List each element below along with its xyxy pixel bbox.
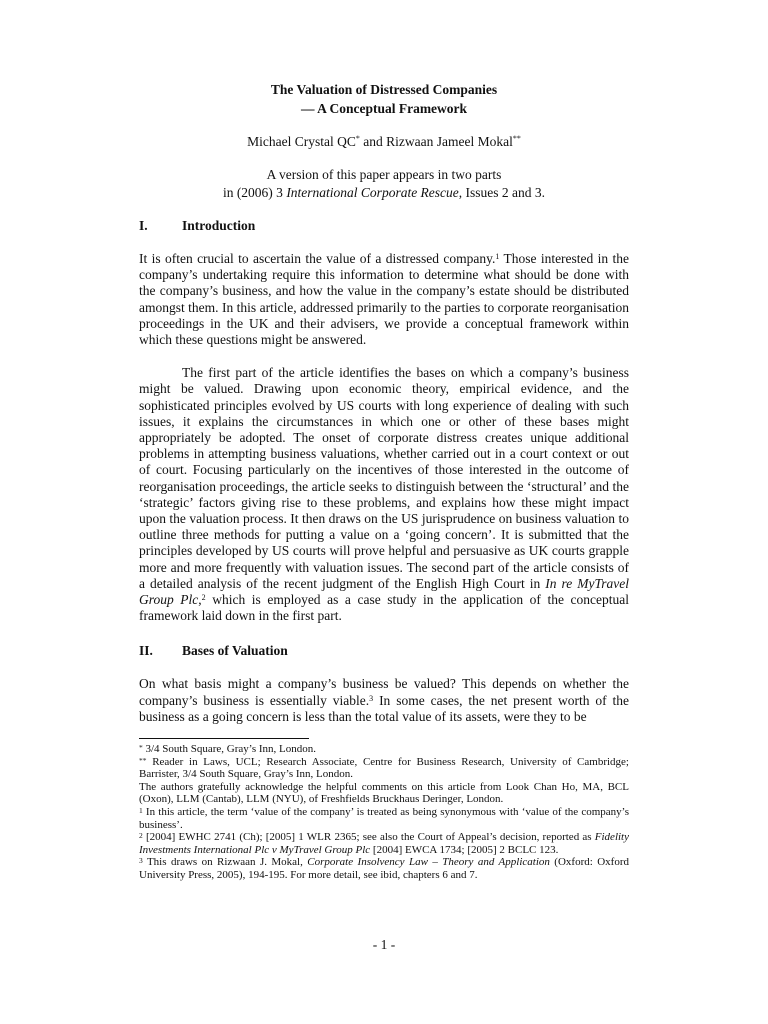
footnote-separator bbox=[139, 738, 309, 739]
footnote-1 bbox=[139, 806, 629, 831]
intro-paragraph-1 bbox=[139, 251, 629, 348]
version-line-1: A version of this paper appears in two parts bbox=[266, 167, 502, 182]
page-number: - 1 - bbox=[372, 937, 396, 952]
footnote-book-title: Corporate Insolvency Law – Theory and Application bbox=[307, 856, 550, 869]
version-line-2 bbox=[139, 184, 629, 202]
section-title: Introduction bbox=[182, 218, 256, 233]
version-note bbox=[139, 166, 629, 202]
footnote-mark: 1 bbox=[139, 806, 143, 816]
footnote-mark: ** bbox=[139, 755, 147, 765]
section-title: Bases of Valuation bbox=[182, 643, 288, 659]
footnote-mark: 2 bbox=[139, 831, 143, 841]
paragraph-text: On what basis might a company’s business be valued? This depends on whether the company’s business is essentially viable. bbox=[139, 676, 629, 708]
title-line-2: — A Conceptual Framework bbox=[300, 101, 468, 116]
section-heading-introduction bbox=[139, 217, 629, 235]
journal-title: International Corporate Rescue bbox=[286, 185, 459, 200]
version-line-2-post: , Issues 2 and 3. bbox=[458, 185, 546, 200]
footnote-mark: * bbox=[139, 743, 143, 753]
section-heading-bases-of-valuation bbox=[139, 642, 629, 660]
footnote-mark: 3 bbox=[139, 856, 143, 866]
author-1: Michael Crystal QC bbox=[247, 134, 356, 149]
footnote-star bbox=[139, 743, 629, 756]
paragraph-text: Those interested in the company’s undertaking require this information to determine what should be done with the company’s business, and how the value in the company’s estate should be distributed amongst them. In this article, addressed primarily to the parties to corporate reorganisation proceedings in the UK and their advisers, we provide a conceptual framework within which these questions might be answered. bbox=[139, 251, 630, 348]
footnote-text: 3/4 South Square, Gray’s Inn, London. bbox=[142, 743, 316, 756]
footnote-text: This draws on Rizwaan J. Mokal, bbox=[142, 856, 308, 869]
paragraph-text: which is employed as a case study in the application of the conceptual framework laid down in the first part. bbox=[139, 592, 629, 624]
paper-title bbox=[139, 80, 629, 118]
footnote-double-star bbox=[139, 756, 629, 781]
footnote-ref-2: 2 bbox=[201, 593, 206, 603]
section-number: I. bbox=[139, 218, 148, 233]
author-2-footnote-mark: ** bbox=[512, 134, 521, 143]
footnote-acknowledgement: The authors gratefully acknowledge the helpful comments on this article from Look Chan Ho, MA, BCL (Oxon), LLM (Cantab), LLM (NYU), of Freshfields Bruckhaus Deringer, London. bbox=[139, 780, 629, 806]
footnote-text: [2004] EWHC 2741 (Ch); [2005] 1 WLR 2365; see also the Court of Appeal’s decision, reported as bbox=[142, 831, 595, 844]
footnote-text: (Oxford: Oxford University Press, 2005), 194-195. For more detail, see ibid, chapters 6 and 7. bbox=[139, 856, 629, 882]
bases-paragraph-1 bbox=[139, 676, 629, 725]
footnote-text: Reader in Laws, UCL; Research Associate, Centre for Business Research, University of Cambridge; Barrister, 3/4 South Square, Gray’s Inn, London. bbox=[139, 755, 629, 781]
title-line-1: The Valuation of Distressed Companies bbox=[270, 82, 498, 97]
paragraph-text: , bbox=[198, 592, 202, 608]
footnote-3 bbox=[139, 856, 629, 881]
author-conjunction: and bbox=[359, 134, 387, 149]
paragraph-text: The first part of the article identifies the bases on which a company’s business might be valued. Drawing upon economic theory, empirical evidence, and the sophisticated principles evolved by US courts with long experience of dealing with such issues, it explains the circumstances in which one or other of these bases might appropriately be adopted. The onset of corporate distress creates unique additional problems in attempting business valuations, whether carried out in a court context or out of court. Focusing particularly on the incentives of those interested in the outcome of reorganisation proceedings, the article seeks to distinguish between the ‘structural’ and the ‘strategic’ factors giving rise to these problems, and explains how these might impact upon the valuation process. It then draws on the US jurisprudence on business valuation to outline three methods for putting a value on a ‘going concern’. It is submitted that the principles developed by US courts will prove helpful and persuasive as UK courts grapple more and more frequently with valuation issues. The second part of the article consists of a detailed analysis of the recent judgment of the English High Court in bbox=[139, 365, 629, 591]
footnote-ref-1: 1 bbox=[495, 252, 500, 261]
footnote-text: In this article, the term ‘value of the company’ is treated as being synonymous with ‘value of the company’s business’. bbox=[139, 806, 629, 831]
paper-page bbox=[139, 80, 629, 882]
paragraph-text: It is often crucial to ascertain the value of a distressed company. bbox=[139, 251, 496, 266]
section-number: II. bbox=[139, 643, 153, 659]
intro-paragraph-2 bbox=[139, 365, 629, 624]
footnote-2 bbox=[139, 831, 629, 856]
footnote-ref-3: 3 bbox=[369, 693, 374, 703]
footnote-text: [2004] EWCA 1734; [2005] 2 BCLC 123. bbox=[370, 843, 559, 856]
footnotes bbox=[139, 743, 629, 882]
version-line-2-pre: in (2006) 3 bbox=[222, 185, 287, 200]
author-line bbox=[139, 133, 629, 151]
author-2: Rizwaan Jameel Mokal bbox=[386, 134, 513, 149]
paragraph-text: In some cases, the net present worth of the business as a going concern is less than the total value of its assets, were they to be bbox=[139, 692, 630, 724]
author-1-footnote-mark: * bbox=[355, 134, 360, 143]
footnote-case-name: Fidelity Investments International Plc v MyTravel Group Plc bbox=[139, 831, 629, 856]
case-name: In re MyTravel Group Plc bbox=[139, 575, 629, 608]
